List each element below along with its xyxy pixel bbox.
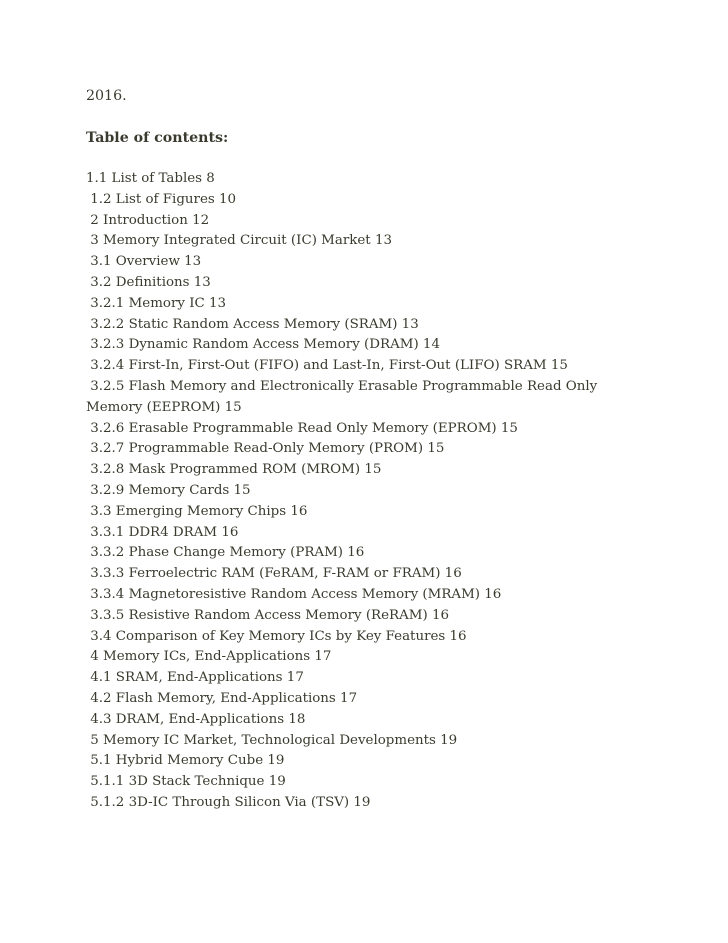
toc-entry: 3.3 Emerging Memory Chips 16	[86, 503, 308, 519]
toc-entry: 3.2.6 Erasable Programmable Read Only Memory (EPROM) 15	[86, 420, 518, 436]
toc-entry: 3.3.3 Ferroelectric RAM (FeRAM, F-RAM or FRAM) 16	[86, 566, 462, 582]
toc-entry: 3.3.4 Magnetoresistive Random Access Memory (MRAM) 16	[86, 586, 502, 602]
toc-entry: 3.1 Overview 13	[86, 254, 202, 270]
toc-entry: 3.3.2 Phase Change Memory (PRAM) 16	[86, 545, 365, 561]
toc-entry: 4 Memory ICs, End-Applications 17	[86, 649, 332, 665]
toc-entry: 4.2 Flash Memory, End-Applications 17	[86, 690, 358, 706]
toc-entry: 3.2.7 Programmable Read-Only Memory (PROM) 15	[86, 441, 445, 457]
toc-entry: 3.2.9 Memory Cards 15	[86, 482, 251, 498]
toc-entry: 1.2 List of Figures 10	[86, 191, 237, 207]
toc-entry: 3.2.4 First-In, First-Out (FIFO) and Last-In, First-Out (LIFO) SRAM 15	[86, 358, 568, 374]
toc-entry: 1.1 List of Tables 8	[86, 171, 215, 186]
toc-list	[86, 169, 656, 814]
toc-entry: 4.3 DRAM, End-Applications 18	[86, 711, 306, 727]
toc-entry: 3.2.3 Dynamic Random Access Memory (DRAM) 14	[86, 337, 440, 353]
toc-entry: 3.3.5 Resistive Random Access Memory (ReRAM) 16	[86, 607, 450, 623]
toc-entry: 3 Memory Integrated Circuit (IC) Market 13	[86, 233, 392, 249]
toc-entry: 3.2.2 Static Random Access Memory (SRAM) 13	[86, 316, 419, 332]
toc-entry: 5.1 Hybrid Memory Cube 19	[86, 753, 285, 769]
toc-entry: 3.2.5 Flash Memory and Electronically Erasable Programmable Read Only Memory (EEPROM) 15	[86, 378, 602, 415]
year-line: 2016.	[86, 88, 127, 104]
toc-entry: 5 Memory IC Market, Technological Developments 19	[86, 732, 458, 748]
toc-entry: 3.4 Comparison of Key Memory ICs by Key Features 16	[86, 628, 467, 644]
toc-heading: Table of contents:	[86, 130, 229, 146]
toc-entry: 3.2 Definitions 13	[86, 274, 211, 290]
toc-entry: 2 Introduction 12	[86, 212, 210, 228]
toc-entry: 5.1.2 3D-IC Through Silicon Via (TSV) 19	[86, 794, 371, 810]
toc-entry: 5.1.1 3D Stack Technique 19	[86, 774, 286, 790]
toc-entry: 3.2.8 Mask Programmed ROM (MROM) 15	[86, 462, 382, 478]
toc-entry: 3.2.1 Memory IC 13	[86, 295, 227, 311]
toc-entry: 3.3.1 DDR4 DRAM 16	[86, 524, 239, 540]
toc-entry: 4.1 SRAM, End-Applications 17	[86, 670, 304, 686]
